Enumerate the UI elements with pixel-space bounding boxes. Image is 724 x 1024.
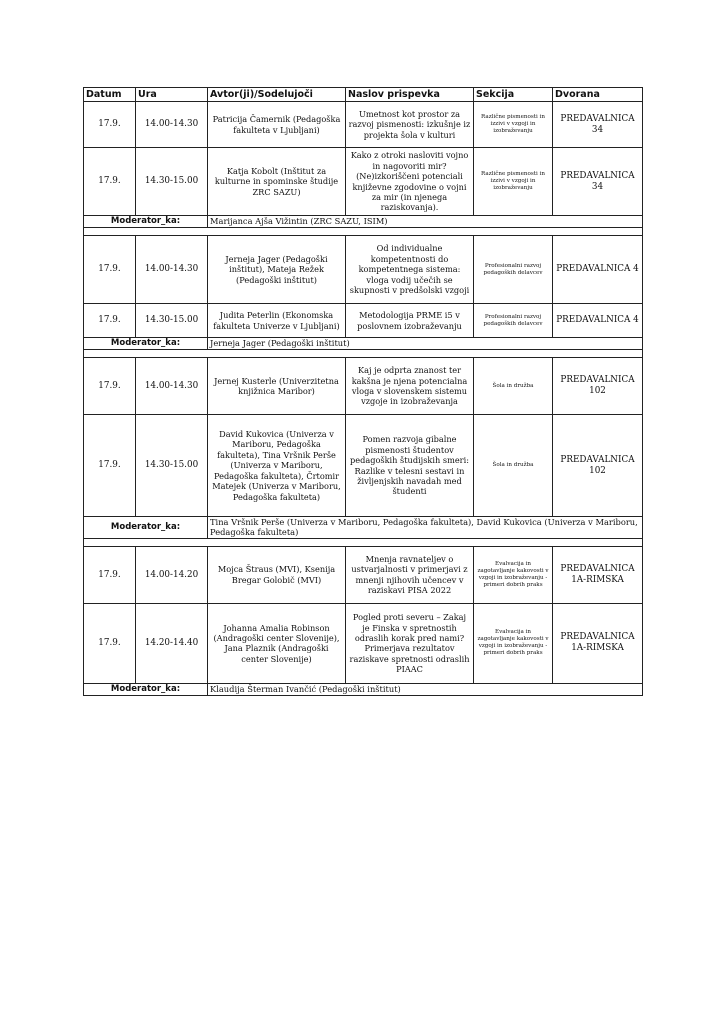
section-cell: Profesionalni razvoj pedagoških delavcev [474,304,553,338]
authors-cell: Jerneja Jager (Pedagoški inštitut), Mateja Režek (Pedagoški inštitut) [208,236,346,304]
moderator-row [84,517,643,539]
room-cell: PREDAVALNICA 1A-RIMSKA [553,546,643,603]
room-cell: PREDAVALNICA 34 [553,148,643,216]
header-time: Ura [136,88,208,102]
date-cell: 17.9. [84,148,136,216]
authors-cell: David Kukovica (Univerza v Mariboru, Pedagoška fakulteta), Tina Vršnik Perše (Univerza v Mariboru, Pedagoška fakulteta), Črtomir Matejek (Univerza v Mariboru, Pedagoška fakulteta) [208,415,346,517]
authors-cell: Patricija Čamernik (Pedagoška fakulteta v Ljubljani) [208,102,346,148]
date-cell: 17.9. [84,304,136,338]
time-cell: 14.00-14.30 [136,358,208,415]
table-row [84,358,643,415]
date-cell: 17.9. [84,358,136,415]
date-cell: 17.9. [84,415,136,517]
moderator-name: Tina Vršnik Perše (Univerza v Mariboru, Pedagoška fakulteta), David Kukovica (Univerza v Mariboru, Pedagoška fakulteta) [208,517,643,539]
moderator-name: Jerneja Jager (Pedagoški inštitut) [208,338,643,350]
time-cell: 14.30-15.00 [136,148,208,216]
authors-cell: Judita Peterlin (Ekonomska fakulteta Univerze v Ljubljani) [208,304,346,338]
moderator-label: Moderator_ka: [84,338,208,350]
program-table [83,87,643,696]
room-cell: PREDAVALNICA 102 [553,358,643,415]
section-cell: Različne pismenosti in izzivi v vzgoji in izobraževanju [474,102,553,148]
table-row [84,236,643,304]
header-date: Datum [84,88,136,102]
authors-cell: Johanna Amalia Robinson (Andragoški center Slovenije), Jana Plaznik (Andragoški center Slovenije) [208,603,346,683]
section-cell: Šola in družba [474,415,553,517]
table-row [84,148,643,216]
header-row [84,88,643,102]
header-title: Naslov prispevka [346,88,474,102]
room-cell: PREDAVALNICA 34 [553,102,643,148]
moderator-row [84,216,643,228]
section-cell: Evalvacija in zagotavljanje kakovosti v vzgoji in izobraževanju - primeri dobrih praks [474,603,553,683]
room-cell: PREDAVALNICA 4 [553,236,643,304]
section-cell: Evalvacija in zagotavljanje kakovosti v vzgoji in izobraževanju - primeri dobrih praks [474,546,553,603]
moderator-name: Klaudija Šterman Ivančić (Pedagoški inštitut) [208,683,643,695]
header-section: Sekcija [474,88,553,102]
time-cell: 14.30-15.00 [136,415,208,517]
time-cell: 14.30-15.00 [136,304,208,338]
section-cell: Profesionalni razvoj pedagoških delavcev [474,236,553,304]
date-cell: 17.9. [84,236,136,304]
table-row [84,304,643,338]
moderator-label: Moderator_ka: [84,683,208,695]
room-cell: PREDAVALNICA 4 [553,304,643,338]
table-row [84,546,643,603]
title-cell: Kako z otroki nasloviti vojno in nagovoriti mir? (Ne)izkoriščeni potenciali književne zgodovine o vojni za mir (in njenega raziskovanja). [346,148,474,216]
room-cell: PREDAVALNICA 102 [553,415,643,517]
moderator-name: Marijanca Ajša Vižintin (ZRC SAZU, ISIM) [208,216,643,228]
time-cell: 14.00-14.30 [136,236,208,304]
time-cell: 14.00-14.20 [136,546,208,603]
table-row [84,102,643,148]
header-room: Dvorana [553,88,643,102]
spacer-row [84,228,643,236]
authors-cell: Katja Kobolt (Inštitut za kulturne in spominske študije ZRC SAZU) [208,148,346,216]
moderator-label: Moderator_ka: [84,216,208,228]
moderator-label: Moderator_ka: [84,517,208,539]
section-cell: Različne pismenosti in izzivi v vzgoji in izobraževanju [474,148,553,216]
time-cell: 14.20-14.40 [136,603,208,683]
title-cell: Mnenja ravnateljev o ustvarjalnosti v primerjavi z mnenji njihovih učencev v raziskavi PISA 2022 [346,546,474,603]
table-row [84,603,643,683]
authors-cell: Mojca Štraus (MVI), Ksenija Bregar Golobič (MVI) [208,546,346,603]
section-cell: Šola in družba [474,358,553,415]
room-cell: PREDAVALNICA 1A-RIMSKA [553,603,643,683]
date-cell: 17.9. [84,102,136,148]
moderator-row [84,338,643,350]
date-cell: 17.9. [84,546,136,603]
title-cell: Umetnost kot prostor za razvoj pismenosti: izkušnje iz projekta šola v kulturi [346,102,474,148]
title-cell: Kaj je odprta znanost ter kakšna je njena potencialna vloga v slovenskem sistemu vzgoje in izobraževanja [346,358,474,415]
title-cell: Pomen razvoja gibalne pismenosti študentov pedagoških študijskih smeri: Razlike v telesni sestavi in življenjskih navadah med študenti [346,415,474,517]
authors-cell: Jernej Kusterle (Univerzitetna knjižnica Maribor) [208,358,346,415]
title-cell: Pogled proti severu – Zakaj je Finska v spretnostih odraslih korak pred nami? Primerjava rezultatov raziskave spretnosti odraslih PIAAC [346,603,474,683]
spacer-row [84,538,643,546]
moderator-row [84,683,643,695]
header-authors: Avtor(ji)/Sodelujoči [208,88,346,102]
time-cell: 14.00-14.30 [136,102,208,148]
spacer-row [84,350,643,358]
table-row [84,415,643,517]
title-cell: Od individualne kompetentnosti do kompetentnega sistema: vloga vodij učečih se skupnosti v predšolski vzgoji [346,236,474,304]
date-cell: 17.9. [84,603,136,683]
title-cell: Metodologija PRME i5 v poslovnem izobraževanju [346,304,474,338]
